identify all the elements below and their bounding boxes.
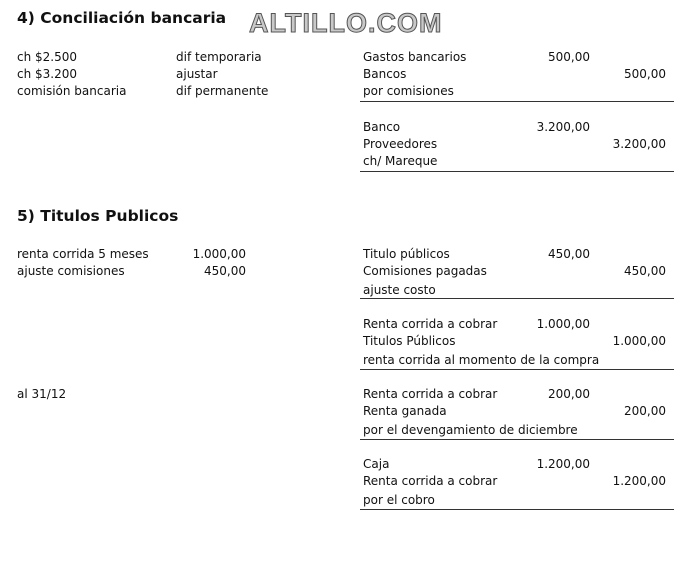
- debit-account: Renta corrida a cobrar: [363, 387, 498, 401]
- note-label: ch $3.200: [17, 67, 78, 81]
- watermark-logo: ALTILLO.COM: [249, 8, 443, 38]
- note-type: dif permanente: [176, 84, 269, 98]
- entry-divider: [360, 171, 674, 172]
- note-label: ch $2.500: [17, 50, 78, 64]
- debit-account: Caja: [363, 457, 390, 471]
- note-label: comisión bancaria: [17, 84, 127, 98]
- entry-divider: [360, 369, 674, 370]
- note-amount: 1.000,00: [192, 247, 246, 261]
- credit-account: Titulos Públicos: [363, 334, 456, 348]
- credit-account: Comisiones pagadas: [363, 264, 487, 278]
- credit-account: Renta corrida a cobrar: [363, 474, 498, 488]
- note-amount: 450,00: [204, 264, 246, 278]
- debit-account: Banco: [363, 120, 401, 134]
- credit-account: Bancos: [363, 67, 407, 81]
- section-5-title: 5) Titulos Publicos: [17, 207, 179, 225]
- entry-description: por el devengamiento de diciembre: [363, 423, 578, 437]
- credit-amount: 500,00: [624, 67, 666, 81]
- debit-account: Renta corrida a cobrar: [363, 317, 498, 331]
- debit-amount: 1.200,00: [536, 457, 590, 471]
- entry-divider: [360, 439, 674, 440]
- entry-divider: [360, 509, 674, 510]
- debit-account: Gastos bancarios: [363, 50, 467, 64]
- note-label: ajuste comisiones: [17, 264, 125, 278]
- debit-amount: 3.200,00: [536, 120, 590, 134]
- credit-amount: 1.000,00: [612, 334, 666, 348]
- note-label: renta corrida 5 meses: [17, 247, 149, 261]
- credit-amount: 450,00: [624, 264, 666, 278]
- debit-amount: 500,00: [548, 50, 590, 64]
- debit-amount: 450,00: [548, 247, 590, 261]
- entry-divider: [360, 101, 674, 102]
- note-type: ajustar: [176, 67, 218, 81]
- entry-description: renta corrida al momento de la compra: [363, 353, 600, 367]
- note-type: dif temporaria: [176, 50, 262, 64]
- credit-account: Proveedores: [363, 137, 438, 151]
- credit-amount: 200,00: [624, 404, 666, 418]
- debit-amount: 200,00: [548, 387, 590, 401]
- entry-description: ajuste costo: [363, 283, 436, 297]
- credit-account: Renta ganada: [363, 404, 447, 418]
- entry-description: ch/ Mareque: [363, 154, 438, 168]
- debit-amount: 1.000,00: [536, 317, 590, 331]
- credit-amount: 1.200,00: [612, 474, 666, 488]
- section-4-title: 4) Conciliación bancaria: [17, 9, 227, 27]
- debit-account: Titulo públicos: [363, 247, 450, 261]
- entry-divider: [360, 298, 674, 299]
- entry-description: por comisiones: [363, 84, 454, 98]
- note-date: al 31/12: [17, 387, 67, 401]
- credit-amount: 3.200,00: [612, 137, 666, 151]
- entry-description: por el cobro: [363, 493, 435, 507]
